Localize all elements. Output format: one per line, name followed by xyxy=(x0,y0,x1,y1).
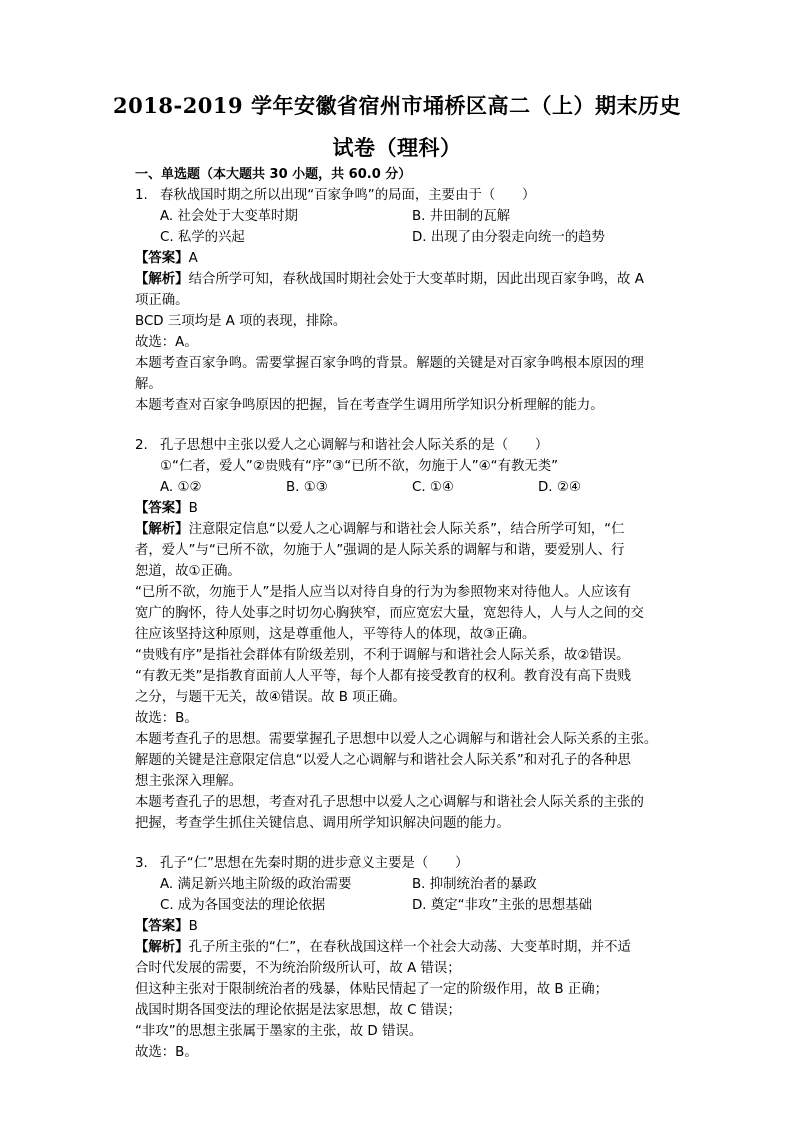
analysis-text: 本题考查对百家争鸣原因的把握，旨在考查学生调用所学知识分析理解的能力。 xyxy=(135,398,604,413)
analysis-line xyxy=(135,520,624,540)
analysis-text: 结合所学可知，春秋战国时期社会处于大变革时期，因此出现百家争鸣，故 A xyxy=(188,272,644,287)
analysis-text: 想主张深入理解。 xyxy=(135,774,243,789)
answer-tag: 【答案】 xyxy=(135,251,189,266)
analysis-text: 宽广的胸怀，待人处事之时切勿心胸狭窄，而应宽宏大量，宽恕待人，人与人之间的交 xyxy=(135,606,644,621)
answer-value: B xyxy=(188,919,198,934)
question-sub-items: ①“仁者，爱人”②贵贱有“序”③“已所不欲，勿施于人”④“有教无类” xyxy=(160,459,559,474)
analysis-text: BCD 三项均是 A 项的表现，排除。 xyxy=(135,314,347,329)
analysis-tag: 【解析】 xyxy=(135,272,189,287)
option-d: D. ②④ xyxy=(538,480,581,495)
analysis-text: 项正确。 xyxy=(135,293,189,308)
analysis-text: 孔子所主张的“仁”，在春秋战国这样一个社会大动荡、大变革时期，并不适 xyxy=(188,940,631,955)
analysis-line xyxy=(135,938,631,958)
option-a: A. 满足新兴地主阶级的政治需要 xyxy=(160,877,352,892)
analysis-text: 故选：B。 xyxy=(135,1045,198,1060)
analysis-text: 本题考查孔子的思想，考查对孔子思想中以爱人之心调解与和谐社会人际关系的主张的 xyxy=(135,795,644,810)
option-c: C. ①④ xyxy=(412,480,454,495)
question-number: 1. xyxy=(135,188,148,203)
answer-line xyxy=(135,917,198,937)
question-number: 2. xyxy=(135,438,148,453)
analysis-text: 故选：B。 xyxy=(135,711,198,726)
analysis-text: “有教无类”是指教育面前人人平等，每个人都有接受教育的权利。教育没有高下贵贱 xyxy=(135,669,631,684)
analysis-text: “已所不欲，勿施于人”是指人应当以对待自身的行为为参照物来对待他人。人应该有 xyxy=(135,585,631,600)
answer-line xyxy=(135,499,198,519)
analysis-tag: 【解析】 xyxy=(135,940,189,955)
option-b: B. 抑制统治者的暴政 xyxy=(412,877,537,892)
option-a: A. ①② xyxy=(160,480,202,495)
answer-value: B xyxy=(188,501,198,516)
analysis-text: 往应该坚持这种原则，这是尊重他人，平等待人的体现，故③正确。 xyxy=(135,627,536,642)
analysis-text: 本题考查百家争鸣。需要掌握百家争鸣的背景。解题的关键是对百家争鸣根本原因的理 xyxy=(135,356,644,371)
analysis-text: 战国时期各国变法的理论依据是法家思想，故 C 错误； xyxy=(135,1003,461,1018)
analysis-text: 注意限定信息“以爱人之心调解与和谐社会人际关系”，结合所学可知，“仁 xyxy=(188,522,625,537)
option-a: A. 社会处于大变革时期 xyxy=(160,209,298,224)
analysis-text: 但这种主张对于限制统治者的残暴，体贴民情起了一定的阶级作用，故 B 正确； xyxy=(135,982,608,997)
analysis-text: 恕道，故①正确。 xyxy=(135,564,241,579)
question-stem: 春秋战国时期之所以出现“百家争鸣”的局面，主要由于（ ） xyxy=(160,188,536,203)
analysis-text: 故选：A。 xyxy=(135,335,198,350)
question-stem: 孔子思想中主张以爱人之心调解与和谐社会人际关系的是（ ） xyxy=(160,438,549,453)
analysis-text: 把握，考查学生抓住关键信息、调用所学知识解决问题的能力。 xyxy=(135,816,510,831)
question-number: 3. xyxy=(135,856,148,871)
page-subtitle: 试卷（理科） xyxy=(332,135,462,160)
analysis-text: “非攻”的思想主张属于墨家的主张，故 D 错误。 xyxy=(135,1024,423,1039)
analysis-text: 解。 xyxy=(135,377,162,392)
option-c: C. 私学的兴起 xyxy=(160,230,245,245)
answer-value: A xyxy=(188,251,198,266)
analysis-text: “贵贱有序”是指社会群体有阶级差别，不利于调解与和谐社会人际关系，故②错误。 xyxy=(135,648,630,663)
option-d: D. 出现了由分裂走向统一的趋势 xyxy=(412,230,605,245)
option-b: B. 井田制的瓦解 xyxy=(412,209,511,224)
analysis-text: 解题的关键是注意限定信息“以爱人之心调解与和谐社会人际关系”和对孔子的各种思 xyxy=(135,753,631,768)
analysis-text: 者，爱人”与“已所不欲，勿施于人”强调的是人际关系的调解与和谐，要爱别人、行 xyxy=(135,543,625,558)
answer-tag: 【答案】 xyxy=(135,919,189,934)
answer-line xyxy=(135,249,198,269)
page-title: 2018-2019 学年安徽省宿州市埇桥区高二（上）期末历史 xyxy=(113,93,681,118)
option-b: B. ①③ xyxy=(286,480,328,495)
answer-tag: 【答案】 xyxy=(135,501,189,516)
question-stem: 孔子“仁”思想在先秦时期的进步意义主要是（ ） xyxy=(160,856,469,871)
analysis-text: 之分，与题干无关，故④错误。故 B 项正确。 xyxy=(135,690,406,705)
analysis-line xyxy=(135,270,644,290)
analysis-text: 合时代发展的需要，不为统治阶级所认可，故 A 错误； xyxy=(135,961,461,976)
section-heading: 一、单选题（本大题共 30 小题，共 60.0 分） xyxy=(135,167,412,182)
option-c: C. 成为各国变法的理论依据 xyxy=(160,898,326,913)
analysis-tag: 【解析】 xyxy=(135,522,189,537)
analysis-text: 本题考查孔子的思想。需要掌握孔子思想中以爱人之心调解与和谐社会人际关系的主张。 xyxy=(135,732,658,747)
option-d: D. 奠定“非攻”主张的思想基础 xyxy=(412,898,592,913)
